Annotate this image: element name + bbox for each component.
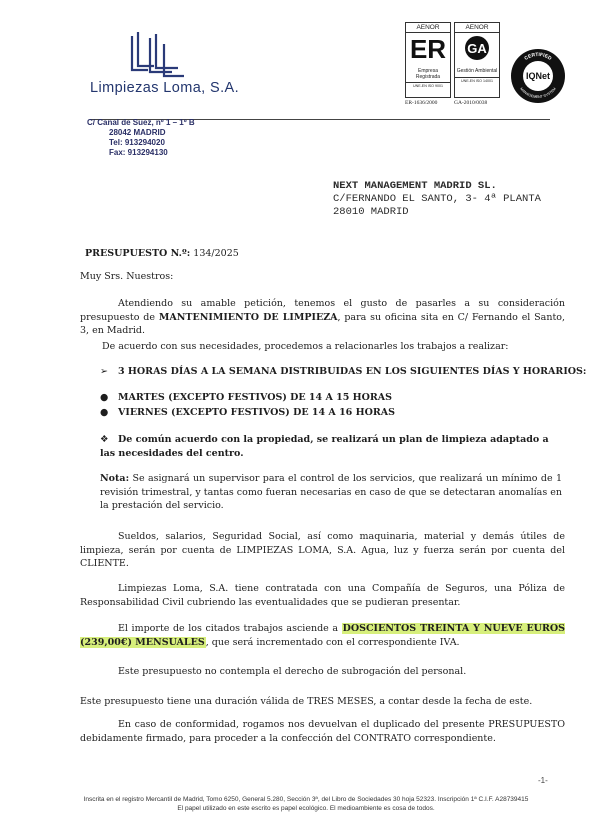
company-name: Limpiezas Loma, S.A. xyxy=(90,80,240,96)
cert-code: ER-1636/2000 xyxy=(405,100,438,106)
works-intro: De acuerdo con sus necesidades, procedemos a relacionarles los trabajos a realizar: xyxy=(102,341,509,352)
validity-paragraph: Este presupuesto tiene una duración válida de TRES MESES, a contar desde la fecha de este. xyxy=(80,696,533,707)
address-city: 28042 MADRID xyxy=(109,128,166,137)
arrow-bullet-icon: ➢ xyxy=(100,366,108,377)
footer xyxy=(0,795,612,813)
recipient-address: C/FERNANDO EL SANTO, 3- 4ª PLANTA xyxy=(333,193,541,205)
recipient-name: NEXT MANAGEMENT MADRID SL. xyxy=(333,180,497,192)
recipient-city: 28010 MADRID xyxy=(333,206,409,218)
amount-paragraph: El importe de los citados trabajos asciende a DOSCIENTOS TREINTA Y NUEVE EUROS (239,00€) MENSUALES, que será incrementado con el correspondiente IVA. xyxy=(80,623,565,648)
list-item: ● MARTES (EXCEPTO FESTIVOS) DE 14 A 15 HORAS xyxy=(100,392,393,403)
service-name: MANTENIMIENTO DE LIMPIEZA xyxy=(158,311,338,323)
cert-org: AENOR xyxy=(455,23,499,33)
cert-code: GA-2010/0038 xyxy=(454,100,488,106)
diamond-bullet-icon: ❖ xyxy=(100,434,109,445)
aenor-er-badge xyxy=(405,22,451,98)
salutation: Muy Srs. Nuestros: xyxy=(80,271,174,282)
cert-standard: UNE-EN ISO 9001 xyxy=(406,82,450,88)
svg-text:ER: ER xyxy=(409,34,447,63)
budget-reference xyxy=(85,248,239,259)
cert-label: Gestión Ambiental xyxy=(456,68,498,74)
iqnet-seal-icon xyxy=(510,48,566,104)
cert-standard: UNE-EN ISO 14001 xyxy=(455,77,499,83)
aenor-ga-badge xyxy=(454,22,500,98)
company-fax: Fax: 913294130 xyxy=(109,148,168,157)
bullet-icon: ● xyxy=(100,392,109,403)
schedule-heading: ➢ 3 HORAS DÍAS A LA SEMANA DISTRIBUIDAS EN LOS SIGUIENTES DÍAS Y HORARIOS: xyxy=(100,366,587,377)
budget-label: PRESUPUESTO N.º: xyxy=(85,248,191,259)
bullet-icon: ● xyxy=(100,407,109,418)
footer-registry: Inscrita en el registro Mercantil de Madrid, Tomo 6250, General 5.280, Sección 3ª, del Libro de Sociedades 30 hoja 52323. Inscripción 1ª C.I.F. A28739415 xyxy=(83,796,529,803)
list-item: ● VIERNES (EXCEPTO FESTIVOS) DE 14 A 16 HORAS xyxy=(100,407,395,418)
footer-eco-note: El papel utilizado en este escrito es papel ecológico. El medioambiente es cosa de todos. xyxy=(177,805,435,812)
budget-number: 134/2025 xyxy=(193,248,239,259)
closing-paragraph: En caso de conformidad, rogamos nos devuelvan el duplicado del presente PRESUPUESTO debidamente firmado, para proceder a la confección del CONTRATO correspondiente. xyxy=(80,719,565,744)
recipient-block xyxy=(333,180,541,219)
supervisor-note: Nota: Se asignará un supervisor para el control de los servicios, que realizará un mínimo de 1 revisión trimestral, y tantas como fueran necesarias en caso de que se detectaran anomalías en la prestación del servicio. xyxy=(100,473,562,511)
company-address xyxy=(87,118,195,158)
svg-text:GA: GA xyxy=(467,41,487,56)
iqnet-ring-top: CERTIFIED xyxy=(523,51,553,62)
company-logo-icon xyxy=(120,30,190,80)
plan-note: ❖ De común acuerdo con la propiedad, se realizará un plan de limpieza adaptado a las necesidades del centro. xyxy=(100,434,549,459)
salaries-paragraph: Sueldos, salarios, Seguridad Social, así como maquinaria, material y demás útiles de limpieza, serán por cuenta de LIMPIEZAS LOMA, S.A. Agua, luz y fuerza serán por cuenta del CLIENTE. xyxy=(80,531,565,569)
amount-value: DOSCIENTOS TREINTA Y NUEVE EUROS (239,00€) MENSUALES xyxy=(80,623,565,648)
subrogation-paragraph: Este presupuesto no contempla el derecho de subrogación del personal. xyxy=(118,666,467,677)
company-phone: Tel: 913294020 xyxy=(109,138,165,147)
note-label: Nota: xyxy=(100,473,130,484)
cert-org: AENOR xyxy=(406,23,450,33)
iqnet-brand: IQNet xyxy=(525,71,551,81)
cert-label: Empresa Registrada xyxy=(415,68,441,80)
er-mark-icon xyxy=(406,33,450,63)
intro-paragraph: Atendiendo su amable petición, tenemos el gusto de pasarles a su consideración presupuesto de MANTENIMIENTO DE LIMPIEZA, para su oficina sita en C/ Fernando el Santo, 3, en Madrid. xyxy=(80,298,566,336)
address-street: C/ Canal de Suez, nº 1 – 1º B xyxy=(87,118,195,127)
insurance-paragraph: Limpiezas Loma, S.A. tiene contratada con una Compañía de Seguros, una Póliza de Responsabilidad Civil cubriendo las eventualidades que se pudieran presentar. xyxy=(80,583,565,608)
ga-mark-icon xyxy=(455,33,499,63)
page-number: -1- xyxy=(538,776,548,785)
iqnet-ring-bottom: MANAGEMENT SYSTEM xyxy=(519,86,557,100)
